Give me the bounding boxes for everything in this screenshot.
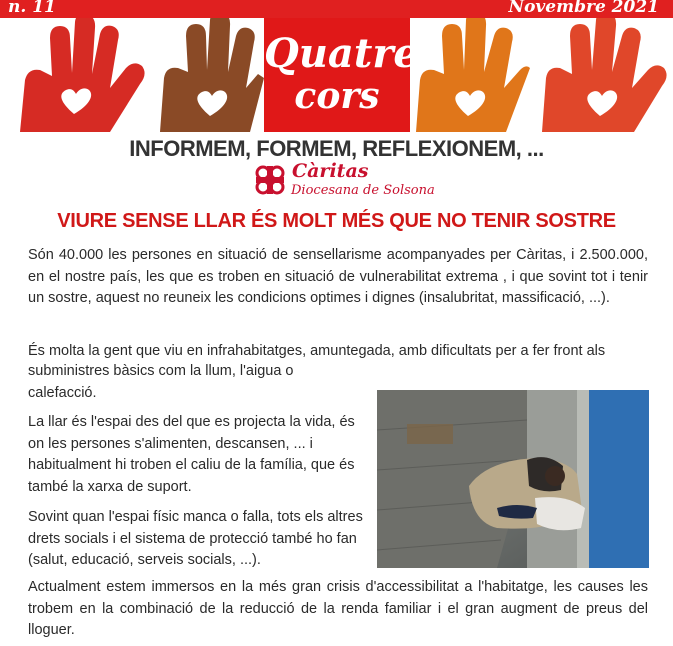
top-red-bar [0,0,673,18]
caritas-cross-icon [252,162,288,198]
caritas-subname: Diocesana de Solsona [291,183,435,198]
title-line-1: Quatre [264,30,419,77]
paragraph-4: Sovint quan l'espai físic manca o falla, tots els altres drets socials i el sistema de protecció també ho fan (salut, educació, serveis socials, ...). [28,509,363,568]
red-orange-hand-icon [530,18,673,132]
newsletter-subtitle: INFORMEM, FORMEM, REFLEXIONEM, ... [129,136,544,161]
paragraph-3: La llar és l'espai des del que es projecta la vida, és on les persones s'alimenten, descansen, ... i habitualment hi troben el caliu de la família, que és també la xarxa de suport. [28,414,355,495]
paragraph-2-rest: subministres bàsics com la llum, l'aigua o calefacció. [28,363,294,401]
paragraph-2-line-1: És molta la gent que viu en infrahabitatges, amuntegada, amb dificultats per a fer front als [28,343,606,359]
homeless-person-photo [377,390,649,568]
article-headline: VIURE SENSE LLAR ÉS MOLT MÉS QUE NO TENIR SOSTRE [57,210,616,232]
issue-date: Novembre 2021 [508,0,659,17]
caritas-name: Càritas [292,160,369,182]
title-line-2: cors [294,75,380,117]
issue-number: n. 11 [8,0,56,17]
red-hand-icon [0,18,150,132]
paragraph-1: Són 40.000 les persones en situació de sensellarisme acompanyades per Càritas, i 2.500.000, en el nostre país, les que es troben en situació de vulnerabilitat extrema , i que sovint tot i tenir un sostre, aquest no reuneix les condicions optimes i dignes (insalubritat, massificació, ...). [28,247,648,306]
newsletter-title [264,18,419,132]
brown-hand-icon [150,18,264,132]
paragraph-5: Actualment estem immersos en la més gran crisis d'accessibilitat a l'habitatge, les causes les trobem en la combinació de la reducció de la renda familiar i el gran augment de preus del lloguer. [28,579,648,638]
orange-hand-icon [410,18,530,132]
